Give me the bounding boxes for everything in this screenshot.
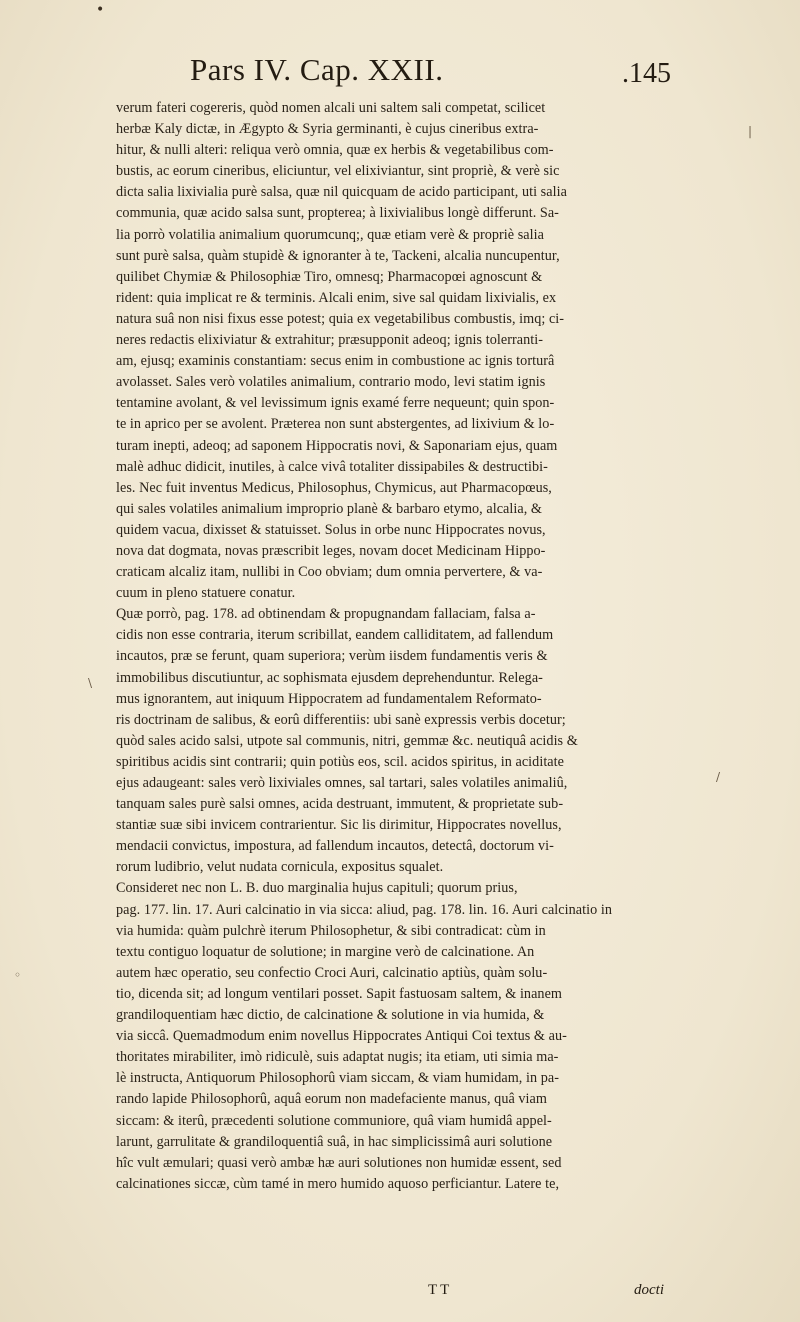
text-line: cidis non esse contraria, iterum scribillat, eandem calliditatem, ad fallendum [116,627,554,644]
text-line: hitur, & nulli alteri: reliqua verò omnia, quæ ex herbis & vegetabilibus com- [116,142,554,159]
text-line: quòd sales acido salsi, utpote sal communis, nitri, gemmæ &c. neutiquâ acidis & [116,732,578,749]
margin-tick-mark: \ [88,676,93,690]
text-line: siccam: & iterû, præcedenti solutione communiore, quâ viam humidâ appel- [116,1112,552,1129]
text-line: incautos, præ se ferunt, quam superiora; verùm iisdem fundamentis veris & [116,648,548,665]
text-line: quidem vacua, dixisset & statuisset. Solus in orbe nunc Hippocrates novus, [116,521,546,538]
text-line: immobilibus discutiuntur, ac sophismata ejusdem deprehenduntur. Relega- [116,669,543,686]
text-line: rando lapide Philosophorû, aquâ eorum non madefaciente manus, quâ viam [116,1091,547,1108]
text-line: avolasset. Sales verò volatiles animalium, contrario modo, levi statim ignis [116,374,546,391]
margin-tick-mark: ◦ [14,968,22,982]
text-line: rorum ludibrio, velut nudata cornicula, expositus squalet. [116,859,444,876]
text-line: via siccâ. Quemadmodum enim novellus Hippocrates Antiqui Coi textus & au- [116,1028,567,1045]
margin-tick-mark: | [748,124,753,138]
text-line: bustis, ac eorum cineribus, eliciuntur, vel elixiviantur, sint propriè, & verè sic [116,163,560,180]
text-line: te in aprico per se avolent. Præterea non sunt abstergentes, ad lixivium & lo- [116,416,555,433]
text-line: Quæ porrò, pag. 178. ad obtinendam & propugnandam fallaciam, falsa a- [116,606,536,623]
text-line: grandiloquentiam hæc dictio, de calcinatione & solutione in via humida, & [116,1007,545,1024]
text-line: qui sales volatiles animalium improprio planè & barbaro etymo, alcalia, & [116,500,543,517]
top-ink-mark: • [96,2,105,18]
text-line: mus ignorantem, aut iniquum Hippocratem ad fundamentalem Reformato- [116,690,542,707]
text-line: verum fateri cogereris, quòd nomen alcali uni saltem sali competat, scilicet [116,100,546,116]
text-line: les. Nec fuit inventus Medicus, Philosophus, Chymicus, aut Pharmacopœus, [116,479,552,496]
catchword: docti [634,1282,664,1298]
text-line: tentamine avolant, & vel levissimum ignis examé ferre nequeunt; quin spon- [116,395,555,412]
text-line: stantiæ suæ sibi invicem contrarientur. Sic lis dirimitur, Hippocrates novellus, [116,817,562,834]
text-line: autem hæc operatio, seu confectio Croci Auri, calcinatio aptiùs, quàm solu- [116,964,548,981]
text-line: hîc vult æmulari; quasi verò ambæ hæ auri solutiones non humidæ essent, sed [116,1154,562,1171]
margin-tick-mark: / [716,770,721,784]
text-line: herbæ Kaly dictæ, in Ægypto & Syria germinanti, è cujus cineribus extra- [116,121,539,138]
text-line: mendacii convictus, impostura, ad fallendum incautos, detectâ, doctorum vi- [116,838,554,855]
text-line: neres redactis elixiviatur & extrahitur; præsupponit adeoq; ignis tolerranti- [116,332,543,349]
text-line: rident: quia implicat re & terminis. Alcali enim, sive sal quidam lixivialis, ex [116,289,557,306]
text-line: lè instructa, Antiquorum Philosophorû viam siccam, & viam humidam, in pa- [116,1070,560,1087]
text-line: calcinationes siccæ, cùm tamé in mero humido aquoso perficiantur. Latere te, [116,1175,560,1192]
body-text [116,98,690,1195]
text-line: craticam alcaliz itam, nullibi in Coo obviam; dum omnia pervertere, & va- [116,564,543,581]
text-line: sunt purè salsa, quàm stupidè & ignoranter à te, Tackeni, alcalia nuncupentur, [116,247,560,264]
running-head: Pars IV. Cap. XXII. [190,52,444,87]
text-line: turam inepti, adeoq; ad saponem Hippocratis novi, & Saponariam ejus, quam [116,437,558,454]
text-line: tio, dicenda sit; ad longum ventilari posset. Sapit fastuosam saltem, & inanem [116,985,562,1002]
text-line: textu contiguo loquatur de solutione; in margine verò de calcinatione. An [116,943,535,960]
signature-mark: TT [428,1282,453,1298]
text-line: dicta salia lixivialia purè salsa, quæ nil quicquam de acido participant, uti salia [116,184,567,201]
text-line: ejus adaugeant: sales verò lixiviales omnes, sal tartari, sales volatiles animaliû, [116,775,568,791]
text-line: cuum in pleno statuere conatur. [116,585,296,602]
text-line: ris doctrinam de salibus, & eorû differentiis: ubi sanè expressis verbis docetur; [116,711,566,728]
text-line: malè adhuc didicit, inutiles, à calce vivâ totaliter dissipabiles & destructibi- [116,458,548,475]
page-number: .145 [622,58,671,89]
text-line: natura suâ non nisi fixus esse potest; quia ex vegetabilibus combustis, imq; ci- [116,310,565,327]
text-line: Consideret nec non L. B. duo marginalia hujus capituli; quorum prius, [116,880,518,897]
text-line: lia porrò volatilia animalium quorumcunq;, quæ etiam verè & propriè salia [116,226,544,243]
text-line: larunt, garrulitate & grandiloquentiâ suâ, in hac simplicissimâ auri solutione [116,1133,553,1150]
text-line: am, ejusq; examinis constantiam: secus enim in combustione ac ignis torturâ [116,353,555,370]
text-line: spiritibus acidis sint contrarii; quin potiùs eos, scil. acidos spiritus, in aciditate [116,753,564,770]
text-line: communia, quæ acido salsa sunt, propterea; à lixivialibus longè differunt. Sa- [116,205,559,222]
text-line: thoritates mirabiliter, imò ridiculè, suis adaptat nugis; ita etiam, uti simia ma- [116,1049,559,1066]
text-line: tanquam sales purè salsi omnes, acida destruant, immutent, & proprietate sub- [116,796,564,813]
text-line: pag. 177. lin. 17. Auri calcinatio in via sicca: aliud, pag. 178. lin. 16. Auri calcinatio in [116,901,612,918]
text-line: via humida: quàm pulchrè iterum Philosophetur, & sibi contradicat: cùm in [116,922,546,939]
text-line: nova dat dogmata, novas præscribit leges, novam docet Medicinam Hippo- [116,542,546,559]
text-line: quilibet Chymiæ & Philosophiæ Tiro, omnesq; Pharmacopœi agnoscunt & [116,268,543,285]
